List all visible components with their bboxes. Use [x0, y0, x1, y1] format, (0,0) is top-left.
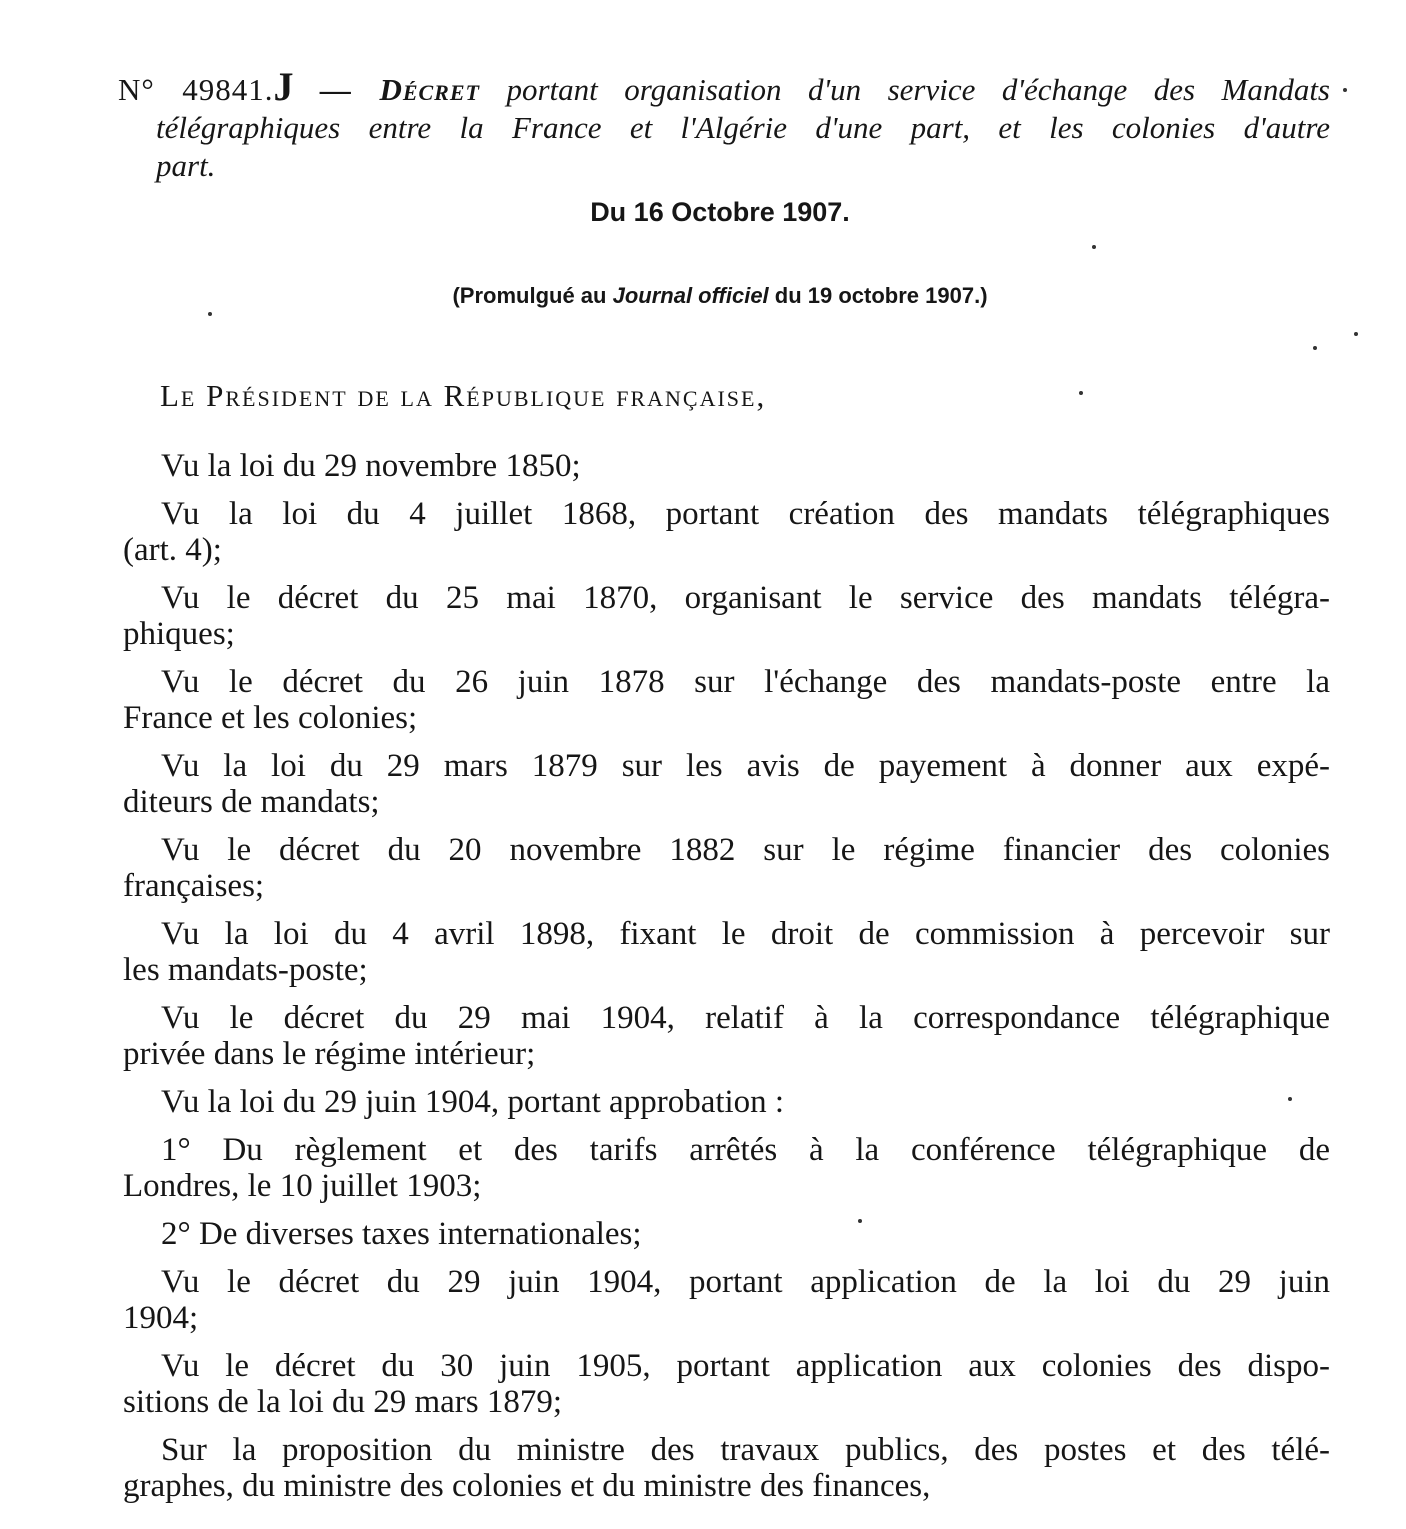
paragraph-line: phiques; [123, 616, 235, 652]
recital-paragraph [123, 1264, 1330, 1336]
paragraph-line: Vu la loi du 4 juillet 1868, portant création des mandats télégraphiques [161, 496, 1330, 532]
heading-line-1 [118, 64, 1331, 109]
paragraph-line: graphes, du ministre des colonies et du ministre des finances, [123, 1468, 931, 1504]
recital-paragraph [123, 580, 1330, 652]
paragraph-line: Londres, le 10 juillet 1903; [123, 1168, 482, 1204]
print-speck [208, 312, 212, 316]
handwritten-mark: J [273, 64, 294, 109]
paragraph-line: Vu la loi du 29 novembre 1850; [161, 448, 581, 484]
paragraph-line: Vu le décret du 25 mai 1870, organisant le service des mandats télégra- [161, 580, 1330, 616]
paragraph-line: Vu la loi du 4 avril 1898, fixant le droit de commission à percevoir sur [161, 916, 1330, 952]
paragraph-line: françaises; [123, 868, 265, 904]
paragraph-line: France et les colonies; [123, 700, 418, 736]
recital-paragraph [123, 1000, 1330, 1072]
promulgation-note [0, 283, 1406, 309]
recital-paragraph [123, 916, 1330, 988]
paragraph-line: 1° Du règlement et des tarifs arrêtés à la conférence télégraphique de [161, 1132, 1330, 1168]
paragraph-line: Vu le décret du 29 mai 1904, relatif à la correspondance télégraphique [161, 1000, 1330, 1036]
paragraph-line: (art. 4); [123, 532, 222, 568]
paragraph-line: Vu le décret du 20 novembre 1882 sur le régime financier des colonies [161, 832, 1330, 868]
print-speck [1288, 1097, 1292, 1101]
paragraph-line: 1904; [123, 1300, 199, 1336]
recital-paragraph [123, 1132, 1330, 1204]
recital-paragraph [123, 832, 1330, 904]
heading-line-3: part. [156, 148, 216, 183]
paragraph-line: Vu la loi du 29 mars 1879 sur les avis de payement à donner aux expé- [161, 748, 1330, 784]
paragraph-line: 2° De diverses taxes internationales; [161, 1216, 642, 1252]
recital-paragraph [123, 748, 1330, 820]
paragraph-line: Vu le décret du 26 juin 1878 sur l'échange des mandats-poste entre la [161, 664, 1330, 700]
decree-date: Du 16 Octobre 1907. [590, 197, 850, 227]
print-speck [1313, 346, 1317, 350]
paragraph-line: privée dans le régime intérieur; [123, 1036, 536, 1072]
paragraph-line: sitions de la loi du 29 mars 1879; [123, 1384, 563, 1420]
heading-line-2: télégraphiques entre la France et l'Algérie d'une part, et les colonies d'autre [156, 110, 1330, 145]
recital-paragraph [123, 1084, 1330, 1120]
president-title: Le Président de la République française, [160, 378, 767, 413]
paragraph-line: Vu le décret du 30 juin 1905, portant application aux colonies des dispo- [161, 1348, 1330, 1384]
paragraph-line: Vu la loi du 29 juin 1904, portant approbation : [161, 1084, 785, 1120]
print-speck [1354, 332, 1358, 336]
print-speck [858, 1219, 862, 1223]
paragraph-line: diteurs de mandats; [123, 784, 380, 820]
decree-body [123, 448, 1330, 1516]
paragraph-line: Sur la proposition du ministre des travaux publics, des postes et des télé- [161, 1432, 1330, 1468]
decree-number: N° 49841. [118, 72, 274, 107]
decree-heading [118, 64, 1331, 185]
promulgation-before: (Promulgué au [452, 283, 607, 308]
recital-paragraph [123, 496, 1330, 568]
promulgation-journal: Journal officiel [612, 283, 769, 308]
heading-line-1-rest: portant organisation d'un service d'échange des Mandats [506, 72, 1331, 107]
print-speck [1343, 88, 1347, 92]
decree-keyword: — Décret [319, 72, 480, 107]
paragraph-line: les mandats-poste; [123, 952, 368, 988]
recital-paragraph [123, 1432, 1330, 1504]
print-speck [1092, 245, 1096, 249]
recital-paragraph [123, 664, 1330, 736]
paragraph-line: Vu le décret du 29 juin 1904, portant application de la loi du 29 juin [161, 1264, 1330, 1300]
print-speck [1079, 391, 1083, 395]
promulgation-after: du 19 octobre 1907.) [774, 283, 988, 308]
recital-paragraph [123, 1216, 1330, 1252]
recital-paragraph [123, 448, 1330, 484]
recital-paragraph [123, 1348, 1330, 1420]
